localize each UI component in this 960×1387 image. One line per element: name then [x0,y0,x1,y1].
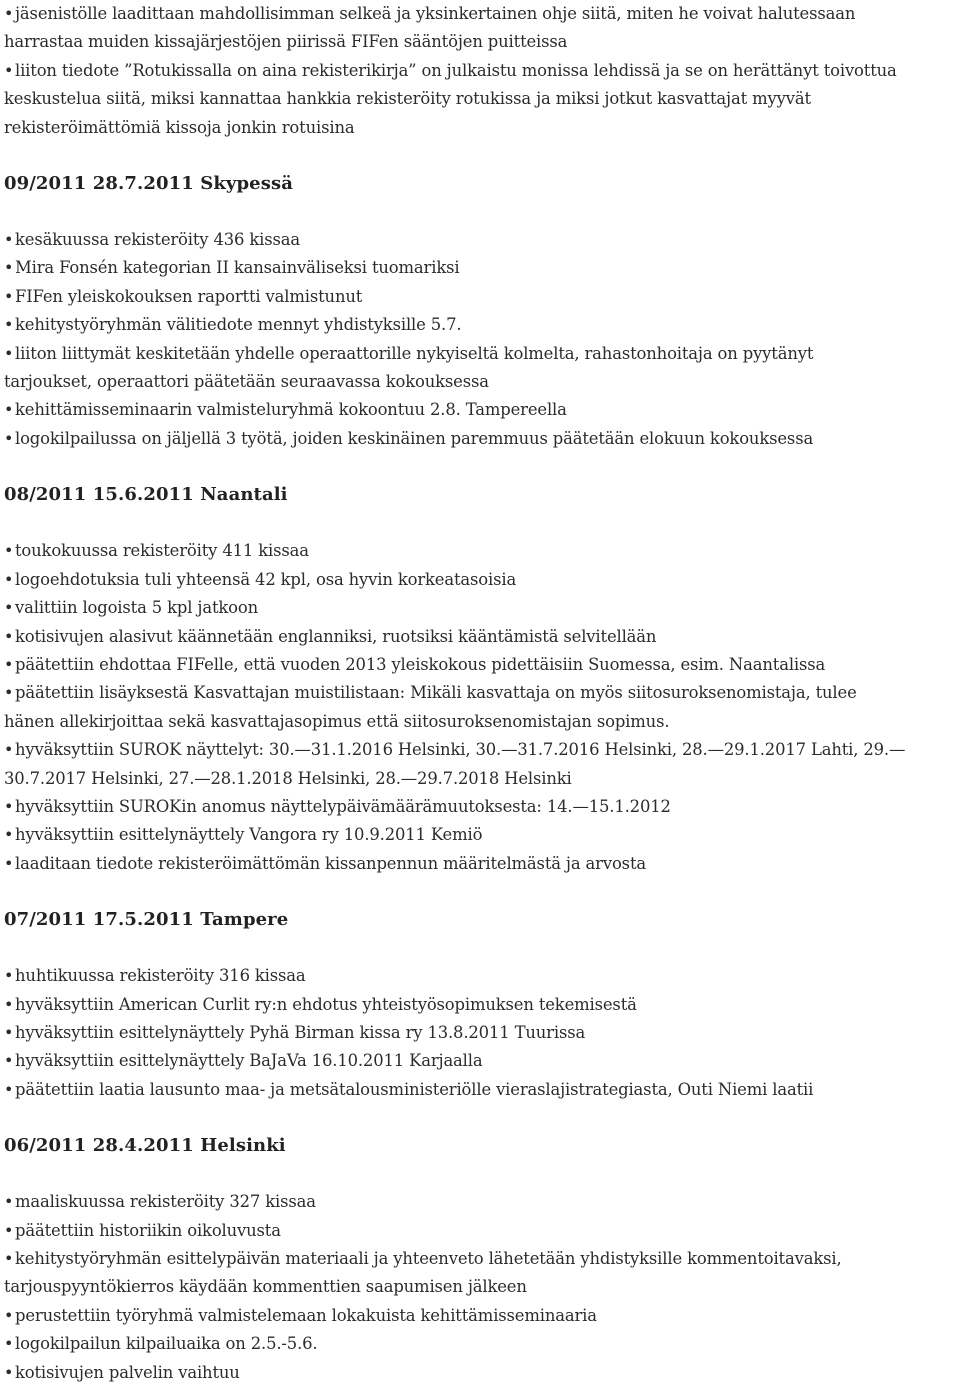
section-list [4,537,956,878]
list-item [4,651,956,679]
list-item-text: toukokuussa rekisteröity 411 kissaa [15,541,309,561]
list-item [4,537,956,565]
bullet-icon: • [4,400,14,420]
list-item [4,226,956,254]
bullet-icon: • [4,740,14,760]
list-item [4,679,956,707]
bullet-icon: • [4,315,14,335]
list-item [4,283,956,311]
list-item [4,1188,956,1216]
section-heading: 07/2011 17.5.2011 Tampere [4,909,289,931]
bullet-icon: • [4,994,14,1014]
list-item [4,1245,956,1273]
list-item-text: päätettiin laatia lausunto maa- ja metsätalousministeriölle vieraslajistrategiasta, Outi Niemi laatii [15,1079,814,1099]
bullet-icon: • [4,1051,14,1071]
list-item-text: hyväksyttiin SUROKin anomus näyttelypäivämäärämuutoksesta: 14.—15.1.2012 [15,796,671,816]
list-item [4,57,956,85]
list-item-text: logokilpailussa on jäljellä 3 työtä, joiden keskinäinen paremmuus päätetään elokuun kokouksessa [15,428,814,448]
list-item-text: 30.7.2017 Helsinki, 27.—28.1.2018 Helsinki, 28.—29.7.2018 Helsinki [4,768,572,788]
sections-container [4,170,956,1387]
bullet-icon: • [4,428,14,448]
list-item-text: FIFen yleiskokouksen raportti valmistunut [15,286,363,306]
list-item-text: jäsenistölle laadittaan mahdollisimman selkeä ja yksinkertainen ohje siitä, miten he voivat halutessaan [15,4,856,23]
bullet-icon: • [4,853,14,873]
list-item-text: tarjouspyyntökierros käydään kommenttien saapumisen jälkeen [4,1277,527,1297]
list-item-text: hyväksyttiin esittelynäyttely Vangora ry 10.9.2011 Kemiö [15,825,483,845]
bullet-icon: • [4,966,14,986]
list-item-text: logoehdotuksia tuli yhteensä 42 kpl, osa hyvin korkeatasoisia [15,569,517,589]
list-item-text: harrastaa muiden kissajärjestöjen piirissä FIFen sääntöjen puitteissa [4,32,568,52]
list-item-text: laaditaan tiedote rekisteröimättömän kissanpennun määritelmästä ja arvosta [15,853,647,873]
list-item-text: liiton tiedote ”Rotukissalla on aina rekisterikirja” on julkaistu monissa lehdissä ja se on herättänyt toivottua [15,60,897,80]
list-item-text: logokilpailun kilpailuaika on 2.5.-5.6. [15,1334,318,1354]
list-item-text: hyväksyttiin esittelynäyttely BaJaVa 16.10.2011 Karjaalla [15,1051,483,1071]
list-item-continuation [4,28,956,56]
section-heading: 06/2011 28.4.2011 Helsinki [4,1135,286,1157]
list-item-text: kesäkuussa rekisteröity 436 kissaa [15,230,301,250]
list-item [4,425,956,453]
list-item-text: liiton liittymät keskitetään yhdelle operaattorille nykyiseltä kolmelta, rahastonhoitaja on pyytänyt [15,343,814,363]
section-list [4,1188,956,1387]
list-item [4,850,956,878]
section-list [4,962,956,1104]
bullet-icon: • [4,1220,14,1240]
bullet-icon: • [4,825,14,845]
bullet-icon: • [4,258,14,278]
list-item [4,1076,956,1104]
bullet-icon: • [4,230,14,250]
list-item-continuation [4,765,956,793]
list-item-text: päätettiin ehdottaa FIFelle, että vuoden 2013 yleiskokous pidettäisiin Suomessa, esim. Naantalissa [15,654,826,674]
list-item [4,1302,956,1330]
bullet-icon: • [4,286,14,306]
bullet-icon: • [4,683,14,703]
meeting-section [4,906,956,1104]
list-item-text: rekisteröimättömiä kissoja jonkin rotuisina [4,117,355,137]
list-item-text: perustettiin työryhmä valmistelemaan lokakuista kehittämisseminaaria [15,1305,597,1325]
list-item-text: Mira Fonsén kategorian II kansainväliseksi tuomariksi [15,258,460,278]
list-item-text: kehitystyöryhmän esittelypäivän materiaali ja yhteenveto lähetetään yhdistyksille kommentoitavaksi, [15,1249,842,1268]
list-item [4,793,956,821]
list-item [4,1217,956,1245]
section-heading: 08/2011 15.6.2011 Naantali [4,484,288,506]
bullet-icon: • [4,541,14,561]
list-item-continuation [4,708,956,736]
section-heading: 09/2011 28.7.2011 Skypessä [4,173,293,195]
list-item [4,340,956,368]
list-item [4,254,956,282]
bullet-icon: • [4,1079,14,1099]
list-item [4,1330,956,1358]
list-item-text: päätettiin lisäyksestä Kasvattajan muistilistaan: Mikäli kasvattaja on myös siitosuroksenomistaja, tulee [15,683,857,703]
list-item-text: tarjoukset, operaattori päätetään seuraavassa kokouksessa [4,372,489,392]
bullet-icon: • [4,1022,14,1042]
bullet-icon: • [4,1192,14,1212]
bullet-icon: • [4,1249,14,1268]
list-item [4,821,956,849]
list-item [4,311,956,339]
list-item-text: huhtikuussa rekisteröity 316 kissaa [15,966,306,986]
list-item-continuation [4,1273,956,1301]
list-item [4,1359,956,1387]
list-item [4,0,956,28]
intro-block [4,0,956,142]
bullet-icon: • [4,1334,14,1354]
section-list [4,226,956,453]
list-item-text: päätettiin historiikin oikoluvusta [15,1220,281,1240]
list-item-text: hyväksyttiin esittelynäyttely Pyhä Birman kissa ry 13.8.2011 Tuurissa [15,1022,586,1042]
list-item [4,594,956,622]
list-item [4,962,956,990]
list-item [4,1019,956,1047]
bullet-icon: • [4,796,14,816]
list-item [4,396,956,424]
list-item-text: hyväksyttiin American Curlit ry:n ehdotus yhteistyösopimuksen tekemisestä [15,994,637,1014]
list-item-continuation [4,114,956,142]
list-item-text: kotisivujen alasivut käännetään englanniksi, ruotsiksi kääntämistä selvitellään [15,626,657,646]
bullet-icon: • [4,569,14,589]
bullet-icon: • [4,4,14,23]
meeting-section [4,1132,956,1387]
bullet-icon: • [4,598,14,618]
bullet-icon: • [4,1305,14,1325]
meeting-section [4,481,956,878]
bullet-icon: • [4,1362,14,1382]
list-item-continuation [4,368,956,396]
list-item [4,736,956,764]
list-item [4,623,956,651]
list-item [4,1047,956,1075]
list-item [4,566,956,594]
list-item-text: maaliskuussa rekisteröity 327 kissaa [15,1192,316,1212]
list-item [4,991,956,1019]
list-item-text: kehittämisseminaarin valmisteluryhmä kokoontuu 2.8. Tampereella [15,400,567,420]
list-item-continuation [4,85,956,113]
list-item-text: hyväksyttiin SUROK näyttelyt: 30.—31.1.2016 Helsinki, 30.—31.7.2016 Helsinki, 28.—29.1.2017 Lahti, 29.— [15,740,906,760]
bullet-icon: • [4,60,14,80]
list-item-text: valittiin logoista 5 kpl jatkoon [15,598,259,618]
list-item-text: hänen allekirjoittaa sekä kasvattajasopimus että siitosuroksenomistajan sopimus. [4,711,670,731]
list-item-text: kotisivujen palvelin vaihtuu [15,1362,240,1382]
bullet-icon: • [4,343,14,363]
bullet-icon: • [4,626,14,646]
meeting-section [4,170,956,453]
list-item-text: keskustelua siitä, miksi kannattaa hankkia rekisteröity rotukissa ja miksi jotkut kasvattajat myyvät [4,89,811,109]
list-item-text: kehitystyöryhmän välitiedote mennyt yhdistyksille 5.7. [15,315,462,335]
bullet-icon: • [4,654,14,674]
